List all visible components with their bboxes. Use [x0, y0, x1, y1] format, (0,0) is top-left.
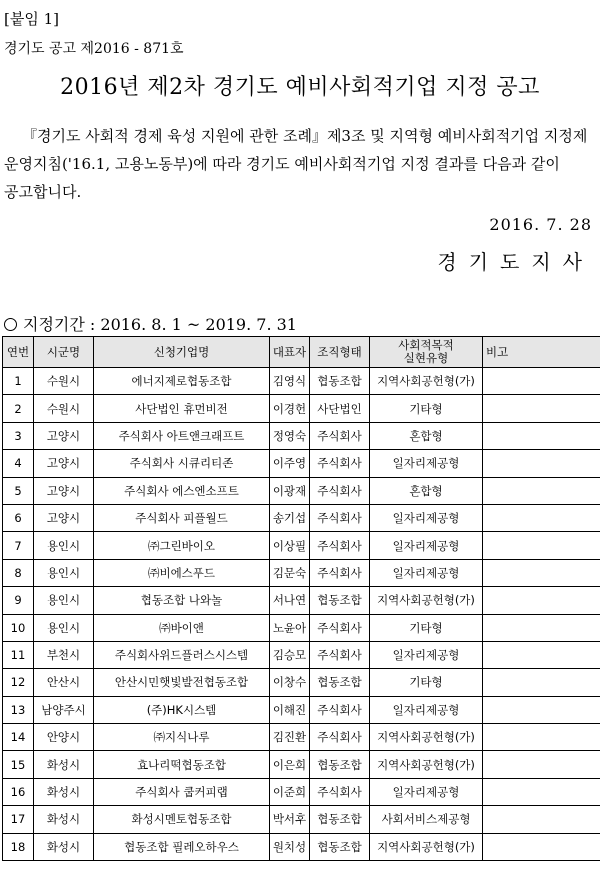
- cell-city: 수원시: [34, 368, 94, 395]
- cell-no: 15: [3, 751, 34, 778]
- cell-city: 고양시: [34, 477, 94, 504]
- cell-ceo: 이광재: [270, 477, 310, 504]
- cell-no: 2: [3, 395, 34, 422]
- cell-city: 용인시: [34, 614, 94, 641]
- cell-type: 일자리제공형: [370, 532, 483, 559]
- cell-note: [483, 450, 600, 477]
- header-note: 비고: [483, 337, 600, 368]
- table-row: [3, 395, 600, 422]
- cell-org: 주식회사: [310, 641, 370, 668]
- cell-ceo: 이경헌: [270, 395, 310, 422]
- cell-ceo: 서나연: [270, 587, 310, 614]
- table-row: [3, 724, 600, 751]
- cell-city: 부천시: [34, 641, 94, 668]
- cell-city: 안산시: [34, 669, 94, 696]
- table-row: [3, 559, 600, 586]
- page-title: 2016년 제2차 경기도 예비사회적기업 지정 공고: [60, 75, 540, 100]
- cell-type: 일자리제공형: [370, 641, 483, 668]
- cell-note: [483, 614, 600, 641]
- table-row: [3, 751, 600, 778]
- table-row: [3, 477, 600, 504]
- cell-company: ㈜지식나루: [94, 724, 270, 751]
- header-org: 조직형태: [310, 337, 370, 368]
- cell-type: 일자리제공형: [370, 450, 483, 477]
- header-no: 연번: [3, 337, 34, 368]
- cell-note: [483, 559, 600, 586]
- cell-note: [483, 696, 600, 723]
- cell-company: 효나리떡협동조합: [94, 751, 270, 778]
- cell-ceo: 이해진: [270, 696, 310, 723]
- cell-org: 주식회사: [310, 724, 370, 751]
- cell-org: 협동조합: [310, 368, 370, 395]
- cell-ceo: 김문숙: [270, 559, 310, 586]
- cell-note: [483, 395, 600, 422]
- circle-bullet-icon: [4, 318, 17, 331]
- cell-company: (주)HK시스템: [94, 696, 270, 723]
- cell-ceo: 정영숙: [270, 422, 310, 449]
- table-row: [3, 806, 600, 833]
- cell-org: 주식회사: [310, 778, 370, 805]
- cell-company: ㈜바이앤: [94, 614, 270, 641]
- cell-ceo: 노윤아: [270, 614, 310, 641]
- cell-note: [483, 669, 600, 696]
- cell-company: 안산시민햇빛발전협동조합: [94, 669, 270, 696]
- cell-no: 13: [3, 696, 34, 723]
- table-row: [3, 833, 600, 860]
- table-row: [3, 504, 600, 531]
- cell-note: [483, 806, 600, 833]
- cell-org: 사단법인: [310, 395, 370, 422]
- cell-company: 주식회사 시큐리티존: [94, 450, 270, 477]
- cell-no: 1: [3, 368, 34, 395]
- cell-org: 주식회사: [310, 532, 370, 559]
- cell-city: 남양주시: [34, 696, 94, 723]
- cell-ceo: 김영식: [270, 368, 310, 395]
- cell-type: 기타형: [370, 669, 483, 696]
- table-row: [3, 614, 600, 641]
- cell-note: [483, 477, 600, 504]
- table-body: [3, 368, 600, 861]
- cell-type: 지역사회공헌형(가): [370, 587, 483, 614]
- cell-ceo: 이준희: [270, 778, 310, 805]
- cell-note: [483, 778, 600, 805]
- announcement-date: 2016. 7. 28: [489, 215, 592, 234]
- cell-no: 14: [3, 724, 34, 751]
- cell-no: 8: [3, 559, 34, 586]
- cell-company: 사단법인 휴먼비전: [94, 395, 270, 422]
- table-row: [3, 669, 600, 696]
- table-header-row: [3, 337, 600, 368]
- cell-note: [483, 532, 600, 559]
- table-row: [3, 587, 600, 614]
- cell-org: 주식회사: [310, 559, 370, 586]
- cell-city: 수원시: [34, 395, 94, 422]
- cell-note: [483, 724, 600, 751]
- cell-org: 협동조합: [310, 833, 370, 860]
- header-ceo: 대표자: [270, 337, 310, 368]
- cell-org: 주식회사: [310, 422, 370, 449]
- cell-ceo: 박서후: [270, 806, 310, 833]
- cell-no: 18: [3, 833, 34, 860]
- cell-city: 화성시: [34, 751, 94, 778]
- cell-note: [483, 368, 600, 395]
- cell-no: 3: [3, 422, 34, 449]
- cell-company: 에너지제로협동조합: [94, 368, 270, 395]
- cell-city: 화성시: [34, 833, 94, 860]
- cell-org: 주식회사: [310, 614, 370, 641]
- announcement-body: 『경기도 사회적 경제 육성 지원에 관한 조례』제3조 및 지역형 예비사회적기업 지정제 운영지침('16.1, 고용노동부)에 따라 경기도 예비사회적기업 지정 결과를 다음과 같이 공고합니다.: [4, 127, 588, 201]
- cell-no: 7: [3, 532, 34, 559]
- cell-company: 주식회사 쿱커피랩: [94, 778, 270, 805]
- cell-ceo: 이주영: [270, 450, 310, 477]
- cell-org: 협동조합: [310, 806, 370, 833]
- document-number: 경기도 공고 제2016 - 871호: [4, 41, 184, 57]
- cell-type: 지역사회공헌형(가): [370, 368, 483, 395]
- cell-type: 지역사회공헌형(가): [370, 724, 483, 751]
- cell-ceo: 원치성: [270, 833, 310, 860]
- cell-no: 9: [3, 587, 34, 614]
- cell-org: 협동조합: [310, 669, 370, 696]
- cell-no: 4: [3, 450, 34, 477]
- cell-org: 협동조합: [310, 587, 370, 614]
- cell-note: [483, 641, 600, 668]
- governor-signature: 경기도지사: [437, 250, 594, 274]
- cell-ceo: 김승모: [270, 641, 310, 668]
- cell-city: 고양시: [34, 504, 94, 531]
- cell-org: 주식회사: [310, 504, 370, 531]
- cell-ceo: 이상필: [270, 532, 310, 559]
- cell-ceo: 이은희: [270, 751, 310, 778]
- cell-note: [483, 504, 600, 531]
- cell-company: 협동조합 필레오하우스: [94, 833, 270, 860]
- cell-city: 화성시: [34, 778, 94, 805]
- cell-no: 11: [3, 641, 34, 668]
- cell-company: ㈜그린바이오: [94, 532, 270, 559]
- table-row: [3, 422, 600, 449]
- cell-type: 지역사회공헌형(가): [370, 833, 483, 860]
- table-row: [3, 778, 600, 805]
- table-row: [3, 641, 600, 668]
- cell-no: 12: [3, 669, 34, 696]
- cell-type: 지역사회공헌형(가): [370, 751, 483, 778]
- cell-type: 혼합형: [370, 422, 483, 449]
- attachment-label: [붙임 1]: [4, 10, 59, 28]
- cell-org: 주식회사: [310, 450, 370, 477]
- cell-org: 주식회사: [310, 477, 370, 504]
- table-row: [3, 696, 600, 723]
- cell-note: [483, 587, 600, 614]
- cell-type: 일자리제공형: [370, 559, 483, 586]
- cell-company: 주식회사 피플월드: [94, 504, 270, 531]
- header-city: 시군명: [34, 337, 94, 368]
- header-company: 신청기업명: [94, 337, 270, 368]
- table-row: [3, 368, 600, 395]
- cell-org: 협동조합: [310, 751, 370, 778]
- cell-type: 기타형: [370, 614, 483, 641]
- cell-type: 일자리제공형: [370, 696, 483, 723]
- designation-period: [4, 312, 297, 335]
- cell-city: 고양시: [34, 450, 94, 477]
- cell-city: 고양시: [34, 422, 94, 449]
- table-row: [3, 450, 600, 477]
- cell-city: 용인시: [34, 532, 94, 559]
- cell-ceo: 송기섭: [270, 504, 310, 531]
- cell-type: 기타형: [370, 395, 483, 422]
- cell-ceo: 이창수: [270, 669, 310, 696]
- header-type: 사회적목적 실현유형: [370, 337, 483, 368]
- cell-city: 용인시: [34, 559, 94, 586]
- cell-company: 주식회사 아트앤크래프트: [94, 422, 270, 449]
- cell-org: 주식회사: [310, 696, 370, 723]
- cell-city: 화성시: [34, 806, 94, 833]
- cell-type: 혼합형: [370, 477, 483, 504]
- cell-company: 주식회사위드플러스시스템: [94, 641, 270, 668]
- cell-note: [483, 422, 600, 449]
- company-table: [2, 336, 600, 861]
- cell-note: [483, 833, 600, 860]
- table-row: [3, 532, 600, 559]
- cell-no: 16: [3, 778, 34, 805]
- cell-ceo: 김진환: [270, 724, 310, 751]
- cell-city: 안양시: [34, 724, 94, 751]
- cell-no: 6: [3, 504, 34, 531]
- cell-type: 사회서비스제공형: [370, 806, 483, 833]
- cell-note: [483, 751, 600, 778]
- cell-type: 일자리제공형: [370, 504, 483, 531]
- cell-company: 협동조합 나와놀: [94, 587, 270, 614]
- cell-type: 일자리제공형: [370, 778, 483, 805]
- cell-city: 용인시: [34, 587, 94, 614]
- cell-company: 화성시멘토협동조합: [94, 806, 270, 833]
- designation-period-text: 지정기간 : 2016. 8. 1 ~ 2019. 7. 31: [23, 315, 297, 334]
- cell-no: 10: [3, 614, 34, 641]
- cell-company: 주식회사 에스엔소프트: [94, 477, 270, 504]
- cell-no: 5: [3, 477, 34, 504]
- cell-company: ㈜비에스푸드: [94, 559, 270, 586]
- cell-no: 17: [3, 806, 34, 833]
